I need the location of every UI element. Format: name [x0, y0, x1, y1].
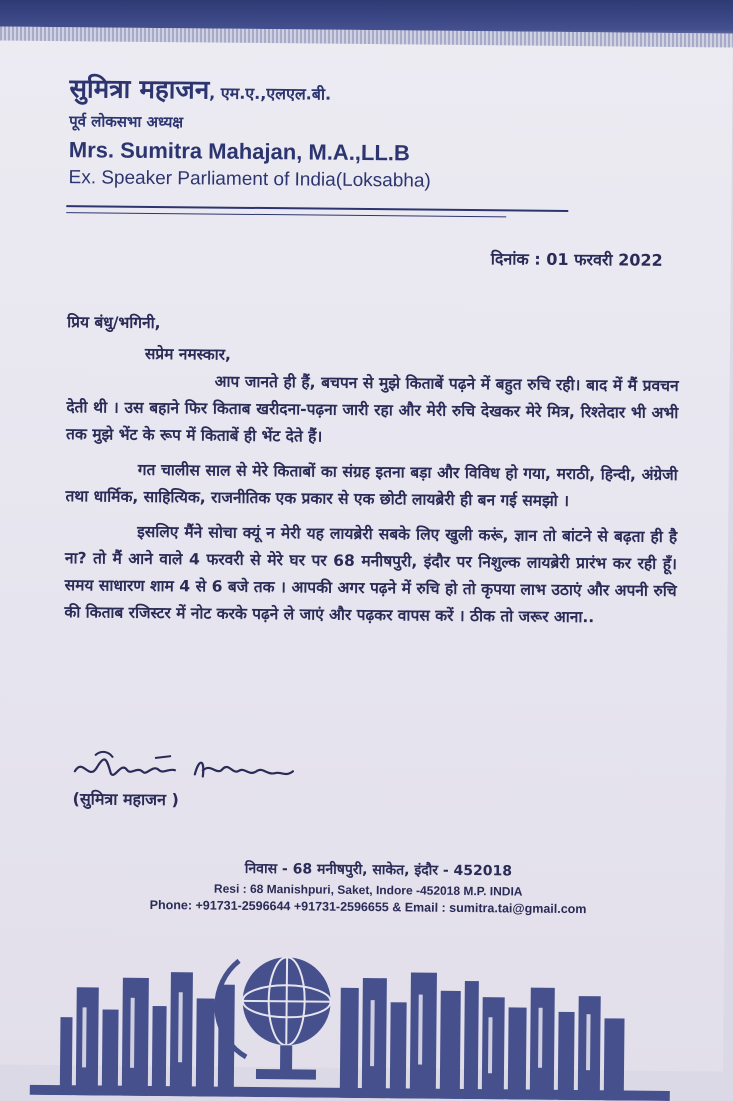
address-hindi: निवास - 68 मनीषपुरी, साकेत, इंदौर - 452018 — [244, 860, 513, 880]
letterhead — [68, 72, 431, 192]
post-english: Ex. Speaker Parliament of India(Loksabha) — [68, 167, 431, 192]
contact-line: Phone: +91731-2596644 +91731-2596655 & Email : sumitra.tai@gmail.com — [149, 897, 587, 917]
name-hindi: सुमित्रा महाजन — [69, 74, 210, 106]
books-globe-illustration — [0, 946, 724, 1101]
header-divider-thick — [66, 205, 568, 212]
letter-body — [64, 309, 679, 632]
letter-footer — [0, 856, 725, 917]
handwritten-signature — [71, 747, 321, 789]
signature-name: (सुमित्रा महाजन ) — [72, 789, 179, 810]
paragraph-1: आप जानते ही हैं, बचपन से मुझे किताबें पढ़ने में बहुत रुचि रही। बाद में मैं प्रवचन देती थी । उस बहाने फिर किताब खरीदना-पढ़ना जारी रहा और मेरी रुचि देखकर मेरे मित्र, रिश्तेदार भी अभी तक मुझे भेंट के रूप में किताबें ही भेंट देते हैं। — [66, 372, 679, 446]
greeting: सप्रेम नमस्कार, — [144, 344, 231, 364]
letter-date: दिनांक : 01 फरवरी 2022 — [490, 249, 663, 270]
paragraph-3: इसलिए मैंने सोचा क्यूं न मेरी यह लायब्रेरी सबके लिए खुली करूं, ज्ञान तो बांटने से बढ़ता ही है ना? तो मैं आने वाले 4 फरवरी से मेरे घर पर 68 मनीषपुरी, इंदौर पर निशुल्क लायब्रेरी प्रारंभ कर रही हूँ। समय साधारण शाम 4 से 6 बजे तक । आपकी अगर पढ़ने में रुचि हो तो कृपया लाभ उठाएं और अपनी रुचि की किताब रजिस्टर में नोट करके पढ़ने ले जाएं और पढ़कर वापस करें । ठीक तो जरूर आना.. — [64, 522, 678, 627]
salutation: प्रिय बंधु/भगिनी, — [67, 313, 161, 333]
degree-hindi: , एम.ए.,एलएल.बी. — [209, 83, 332, 104]
name-english: Mrs. Sumitra Mahajan, M.A.,LL.B — [68, 137, 410, 166]
letterhead-name-hindi — [69, 72, 432, 112]
post-hindi: पूर्व लोकसभा अध्यक्ष — [69, 112, 184, 132]
paragraph-2: गत चालीस साल से मेरे किताबों का संग्रह इतना बड़ा और विविध हो गया, मराठी, हिन्दी, अंग्रेजी तथा धार्मिक, साहित्यिक, राजनीतिक एक प्रकार से एक छोटी लायब्रेरी ही बन गई समझो । — [65, 460, 678, 510]
letter-paper — [0, 26, 733, 1071]
header-divider-thin — [66, 212, 506, 217]
address-english: Resi : 68 Manishpuri, Saket, Indore -452018 M.P. INDIA — [213, 881, 523, 899]
